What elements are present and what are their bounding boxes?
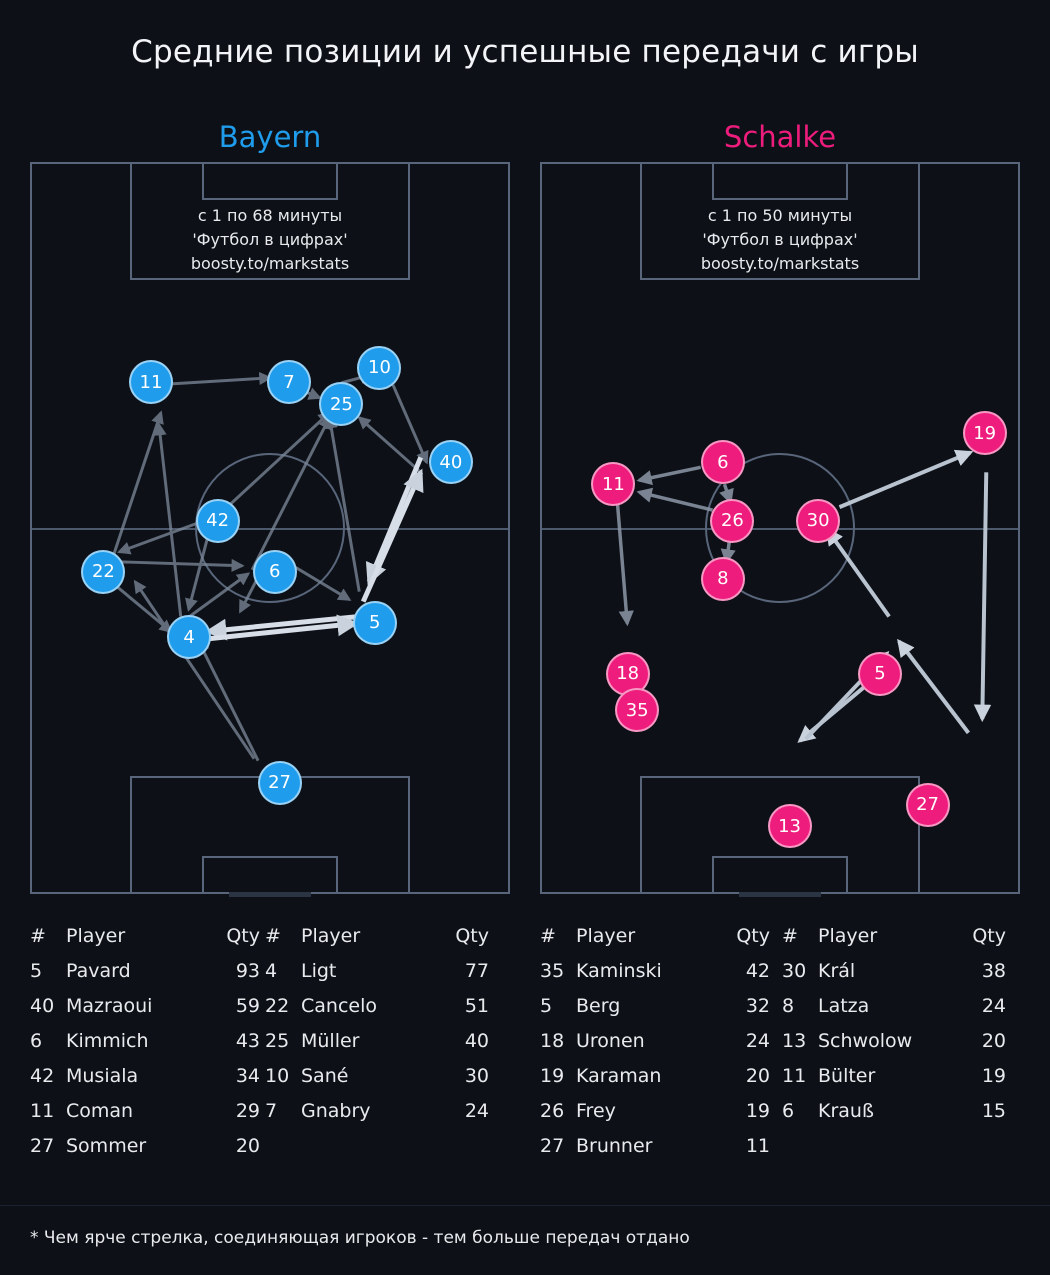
table-row xyxy=(30,1023,260,1058)
cell-qty: 19 xyxy=(745,1099,770,1122)
cell-qty: 43 xyxy=(235,1029,260,1052)
cell-player: Sommer xyxy=(66,1134,147,1157)
table-row xyxy=(265,1023,489,1058)
cell-number: 7 xyxy=(265,1099,278,1122)
header-qty: Qty xyxy=(455,924,489,947)
player-node[interactable]: 35 xyxy=(615,688,659,732)
cell-qty: 93 xyxy=(235,959,260,982)
cell-player: Krauß xyxy=(818,1099,874,1122)
cell-player: Uronen xyxy=(576,1029,645,1052)
player-node[interactable]: 11 xyxy=(129,360,173,404)
cell-qty: 20 xyxy=(981,1029,1006,1052)
cell-player: Cancelo xyxy=(301,994,377,1017)
team-name-home: Bayern xyxy=(218,120,322,154)
cell-player: Gnabry xyxy=(301,1099,371,1122)
caption-link-home: boosty.to/markstats xyxy=(190,254,350,273)
table-row xyxy=(540,988,770,1023)
player-node[interactable]: 7 xyxy=(267,360,311,404)
cell-number: 30 xyxy=(782,959,807,982)
cell-qty: 59 xyxy=(235,994,260,1017)
table-schalke-col1 xyxy=(540,918,770,1163)
cell-qty: 51 xyxy=(464,994,489,1017)
table-row xyxy=(782,988,1006,1023)
player-node[interactable]: 8 xyxy=(701,557,745,601)
header-number: # xyxy=(30,924,46,947)
table-row xyxy=(782,1058,1006,1093)
cell-qty: 20 xyxy=(745,1064,770,1087)
goal-marker xyxy=(229,892,311,897)
player-node[interactable]: 27 xyxy=(906,783,950,827)
cell-number: 19 xyxy=(540,1064,565,1087)
player-node[interactable]: 5 xyxy=(858,652,902,696)
cell-player: Bülter xyxy=(818,1064,876,1087)
cell-number: 5 xyxy=(30,959,43,982)
caption-source-home: 'Футбол в цифрах' xyxy=(192,230,348,249)
cell-number: 40 xyxy=(30,994,55,1017)
cell-number: 4 xyxy=(265,959,278,982)
cell-number: 6 xyxy=(782,1099,795,1122)
table-header-row xyxy=(782,918,1006,953)
table-row xyxy=(30,1093,260,1128)
cell-number: 26 xyxy=(540,1099,565,1122)
table-schalke-col2 xyxy=(782,918,1006,1128)
cell-player: Karaman xyxy=(576,1064,662,1087)
caption-source-away: 'Футбол в цифрах' xyxy=(702,230,858,249)
player-node[interactable]: 27 xyxy=(258,761,302,805)
cell-number: 25 xyxy=(265,1029,290,1052)
cell-player: Coman xyxy=(66,1099,134,1122)
goal-marker xyxy=(739,892,821,897)
player-node[interactable]: 5 xyxy=(353,601,397,645)
table-row xyxy=(540,1093,770,1128)
table-row xyxy=(782,1093,1006,1128)
cell-qty: 20 xyxy=(235,1134,260,1157)
cell-qty: 30 xyxy=(464,1064,489,1087)
player-node[interactable]: 13 xyxy=(768,804,812,848)
cell-player: Mazraoui xyxy=(66,994,153,1017)
cell-number: 35 xyxy=(540,959,565,982)
cell-player: Pavard xyxy=(66,959,131,982)
cell-player: Latza xyxy=(818,994,870,1017)
table-header-row xyxy=(265,918,489,953)
table-row xyxy=(265,1093,489,1128)
player-node[interactable]: 4 xyxy=(167,615,211,659)
player-node[interactable]: 18 xyxy=(606,652,650,696)
header-number: # xyxy=(265,924,281,947)
header-player: Player xyxy=(301,924,361,947)
cell-qty: 11 xyxy=(745,1134,770,1157)
table-row xyxy=(265,953,489,988)
header-qty: Qty xyxy=(972,924,1006,947)
cell-number: 11 xyxy=(30,1099,55,1122)
player-node[interactable]: 11 xyxy=(591,462,635,506)
player-node[interactable]: 22 xyxy=(81,550,125,594)
table-bayern-col2 xyxy=(265,918,489,1128)
cell-player: Král xyxy=(818,959,856,982)
cell-player: Schwolow xyxy=(818,1029,913,1052)
cell-player: Brunner xyxy=(576,1134,653,1157)
cell-player: Kaminski xyxy=(576,959,662,982)
caption-minutes-home: с 1 по 68 минуты xyxy=(197,206,343,225)
cell-number: 27 xyxy=(540,1134,565,1157)
header-player: Player xyxy=(576,924,636,947)
cell-player: Sané xyxy=(301,1064,349,1087)
header-qty: Qty xyxy=(226,924,260,947)
team-name-away: Schalke xyxy=(723,120,837,154)
cell-qty: 77 xyxy=(464,959,489,982)
table-row xyxy=(782,953,1006,988)
player-node[interactable]: 40 xyxy=(429,440,473,484)
table-row xyxy=(540,1058,770,1093)
table-row xyxy=(30,953,260,988)
header-player: Player xyxy=(66,924,126,947)
table-row xyxy=(540,953,770,988)
header-number: # xyxy=(540,924,556,947)
cell-qty: 24 xyxy=(464,1099,489,1122)
cell-qty: 24 xyxy=(981,994,1006,1017)
cell-qty: 34 xyxy=(235,1064,260,1087)
player-node[interactable]: 6 xyxy=(701,440,745,484)
player-node[interactable]: 30 xyxy=(796,499,840,543)
table-row xyxy=(30,988,260,1023)
table-row xyxy=(30,1058,260,1093)
pass-network-away xyxy=(542,164,1018,892)
table-row xyxy=(30,1128,260,1163)
player-node[interactable]: 10 xyxy=(357,346,401,390)
table-row xyxy=(782,1023,1006,1058)
cell-qty: 42 xyxy=(745,959,770,982)
cell-player: Müller xyxy=(301,1029,360,1052)
cell-number: 5 xyxy=(540,994,553,1017)
cell-number: 13 xyxy=(782,1029,807,1052)
page-title: Средние позиции и успешные передачи с игры xyxy=(131,34,919,70)
cell-number: 42 xyxy=(30,1064,55,1087)
pitch-away xyxy=(540,162,1020,894)
caption-link-away: boosty.to/markstats xyxy=(700,254,860,273)
table-bayern-col1 xyxy=(30,918,260,1163)
player-node[interactable]: 26 xyxy=(710,499,754,543)
cell-number: 6 xyxy=(30,1029,43,1052)
cell-player: Frey xyxy=(576,1099,616,1122)
cell-number: 18 xyxy=(540,1029,565,1052)
player-node[interactable]: 25 xyxy=(319,382,363,426)
table-header-row xyxy=(540,918,770,953)
cell-qty: 24 xyxy=(745,1029,770,1052)
footer-divider xyxy=(0,1205,1050,1206)
table-row xyxy=(540,1023,770,1058)
cell-player: Berg xyxy=(576,994,621,1017)
cell-qty: 32 xyxy=(745,994,770,1017)
table-header-row xyxy=(30,918,260,953)
cell-player: Ligt xyxy=(301,959,337,982)
cell-qty: 29 xyxy=(235,1099,260,1122)
player-node[interactable]: 42 xyxy=(196,499,240,543)
cell-player: Musiala xyxy=(66,1064,139,1087)
cell-number: 11 xyxy=(782,1064,807,1087)
footnote: * Чем ярче стрелка, соединяющая игроков - тем больше передач отдано xyxy=(30,1228,690,1248)
cell-player: Kimmich xyxy=(66,1029,149,1052)
cell-qty: 40 xyxy=(464,1029,489,1052)
header-player: Player xyxy=(818,924,878,947)
table-row xyxy=(540,1128,770,1163)
cell-number: 22 xyxy=(265,994,290,1017)
player-node[interactable]: 19 xyxy=(963,411,1007,455)
header-qty: Qty xyxy=(736,924,770,947)
cell-qty: 38 xyxy=(981,959,1006,982)
table-row xyxy=(265,988,489,1023)
player-node[interactable]: 6 xyxy=(253,550,297,594)
cell-number: 10 xyxy=(265,1064,290,1087)
cell-number: 27 xyxy=(30,1134,55,1157)
table-row xyxy=(265,1058,489,1093)
header-number: # xyxy=(782,924,798,947)
pitch-home xyxy=(30,162,510,894)
cell-qty: 15 xyxy=(981,1099,1006,1122)
cell-qty: 19 xyxy=(981,1064,1006,1087)
cell-number: 8 xyxy=(782,994,795,1017)
caption-minutes-away: с 1 по 50 минуты xyxy=(707,206,853,225)
